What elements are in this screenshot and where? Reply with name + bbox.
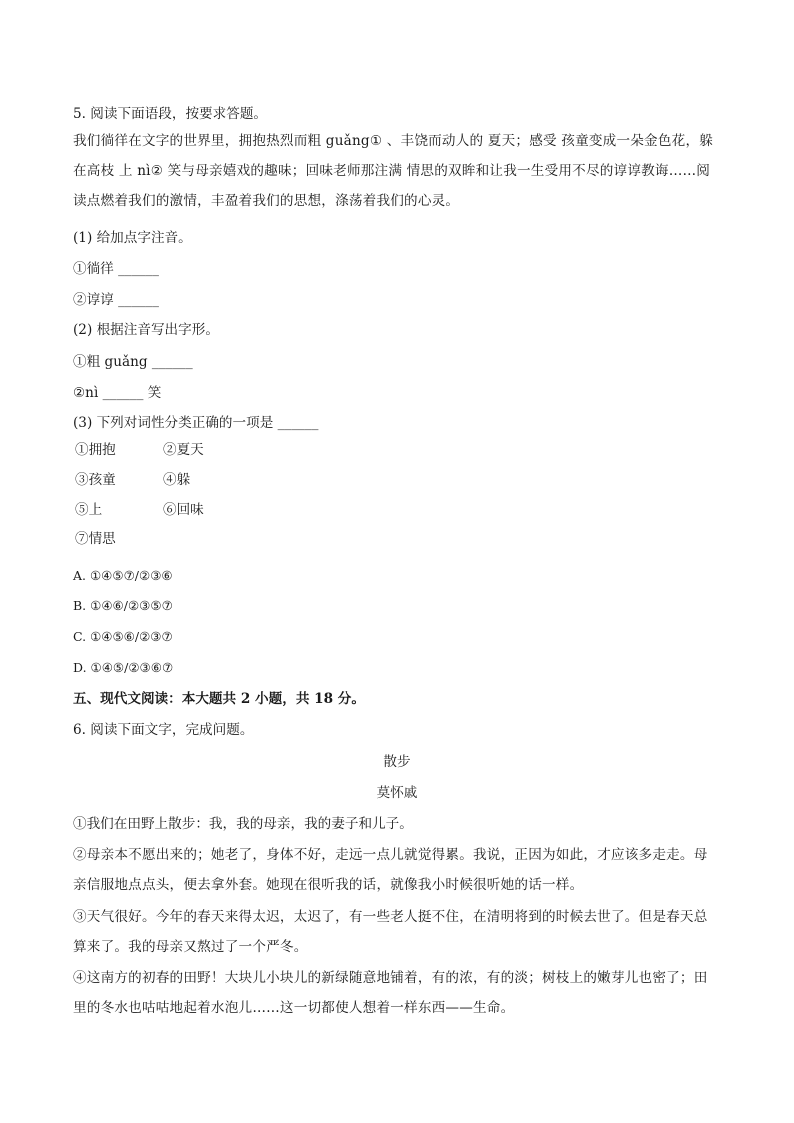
choice-d: D. ①④⑤/②③⑥⑦ bbox=[73, 660, 174, 675]
article-paragraph-3: ③天气很好。今年的春天来得太迟，太迟了，有一些老人挺不住，在清明将到的时候去世了。但是春天总算来了。我的母亲又熬过了一个严冬。 bbox=[73, 909, 708, 955]
article-title: 散步 bbox=[383, 754, 411, 770]
word-item: ③孩童 bbox=[75, 472, 116, 488]
question-5-title: 5. 阅读下面语段，按要求答题。 bbox=[73, 106, 268, 122]
choice-b: B. ①④⑥/②③⑤⑦ bbox=[73, 598, 173, 613]
sub-question-1-title: (1) 给加点字注音。 bbox=[73, 230, 192, 246]
choice-a: A. ①④⑤⑦/②③⑥ bbox=[73, 568, 173, 583]
sub-question-2-item-b: ②nì ______ 笑 bbox=[73, 385, 162, 401]
article-author: 莫怀戚 bbox=[376, 785, 418, 801]
question-6-title: 6. 阅读下面文字，完成问题。 bbox=[73, 722, 254, 738]
article-paragraph-4: ④这南方的初春的田野！大块儿小块儿的新绿随意地铺着，有的浓，有的淡；树枝上的嫩芽儿也密了；田里的冬水也咕咕地起着水泡儿……这一切都使人想着一样东西——生命。 bbox=[73, 970, 708, 1016]
article-paragraph-1: ①我们在田野上散步：我，我的母亲，我的妻子和儿子。 bbox=[73, 816, 413, 832]
sub-question-1-item-b: ②谆谆 ______ bbox=[73, 292, 159, 308]
section-heading: 五、现代文阅读：本大题共 2 小题，共 18 分。 bbox=[73, 691, 365, 707]
word-item: ①拥抱 bbox=[75, 442, 116, 458]
word-item: ④躲 bbox=[163, 472, 191, 488]
word-row bbox=[75, 500, 251, 520]
word-row bbox=[75, 529, 251, 549]
sub-question-2-item-a: ①粗 guǎng ______ bbox=[73, 354, 193, 370]
article-paragraph-2: ②母亲本不愿出来的；她老了，身体不好，走远一点儿就觉得累。我说，正因为如此，才应该多走走。母亲信服地点点头，便去拿外套。她现在很听我的话，就像我小时候很听她的话一样。 bbox=[73, 847, 708, 893]
word-item: ⑦情思 bbox=[75, 531, 116, 547]
sub-question-1-item-a: ①徜徉 ______ bbox=[73, 261, 159, 277]
word-item: ⑤上 bbox=[75, 502, 103, 518]
choice-c: C. ①④⑤⑥/②③⑦ bbox=[73, 629, 173, 644]
sub-question-2-title: (2) 根据注音写出字形。 bbox=[73, 322, 219, 338]
question-5-passage: 我们徜徉在文字的世界里，拥抱热烈而粗 guǎng① 、丰饶而动人的 夏天；感受 孩童变成一朵金色花，躲在高枝 上 nì② 笑与母亲嬉戏的趣味；回味老师那注满 情思的双眸和让我一生受用不尽的谆谆教诲……阅读点燃着我们的激情，丰盈着我们的思想，涤荡着我们的心灵。 bbox=[73, 133, 714, 209]
word-row bbox=[75, 470, 251, 490]
word-item: ②夏天 bbox=[163, 442, 204, 458]
word-item: ⑥回味 bbox=[163, 502, 204, 518]
word-row bbox=[75, 440, 251, 460]
sub-question-3-title: (3) 下列对词性分类正确的一项是 ______ bbox=[73, 415, 319, 431]
